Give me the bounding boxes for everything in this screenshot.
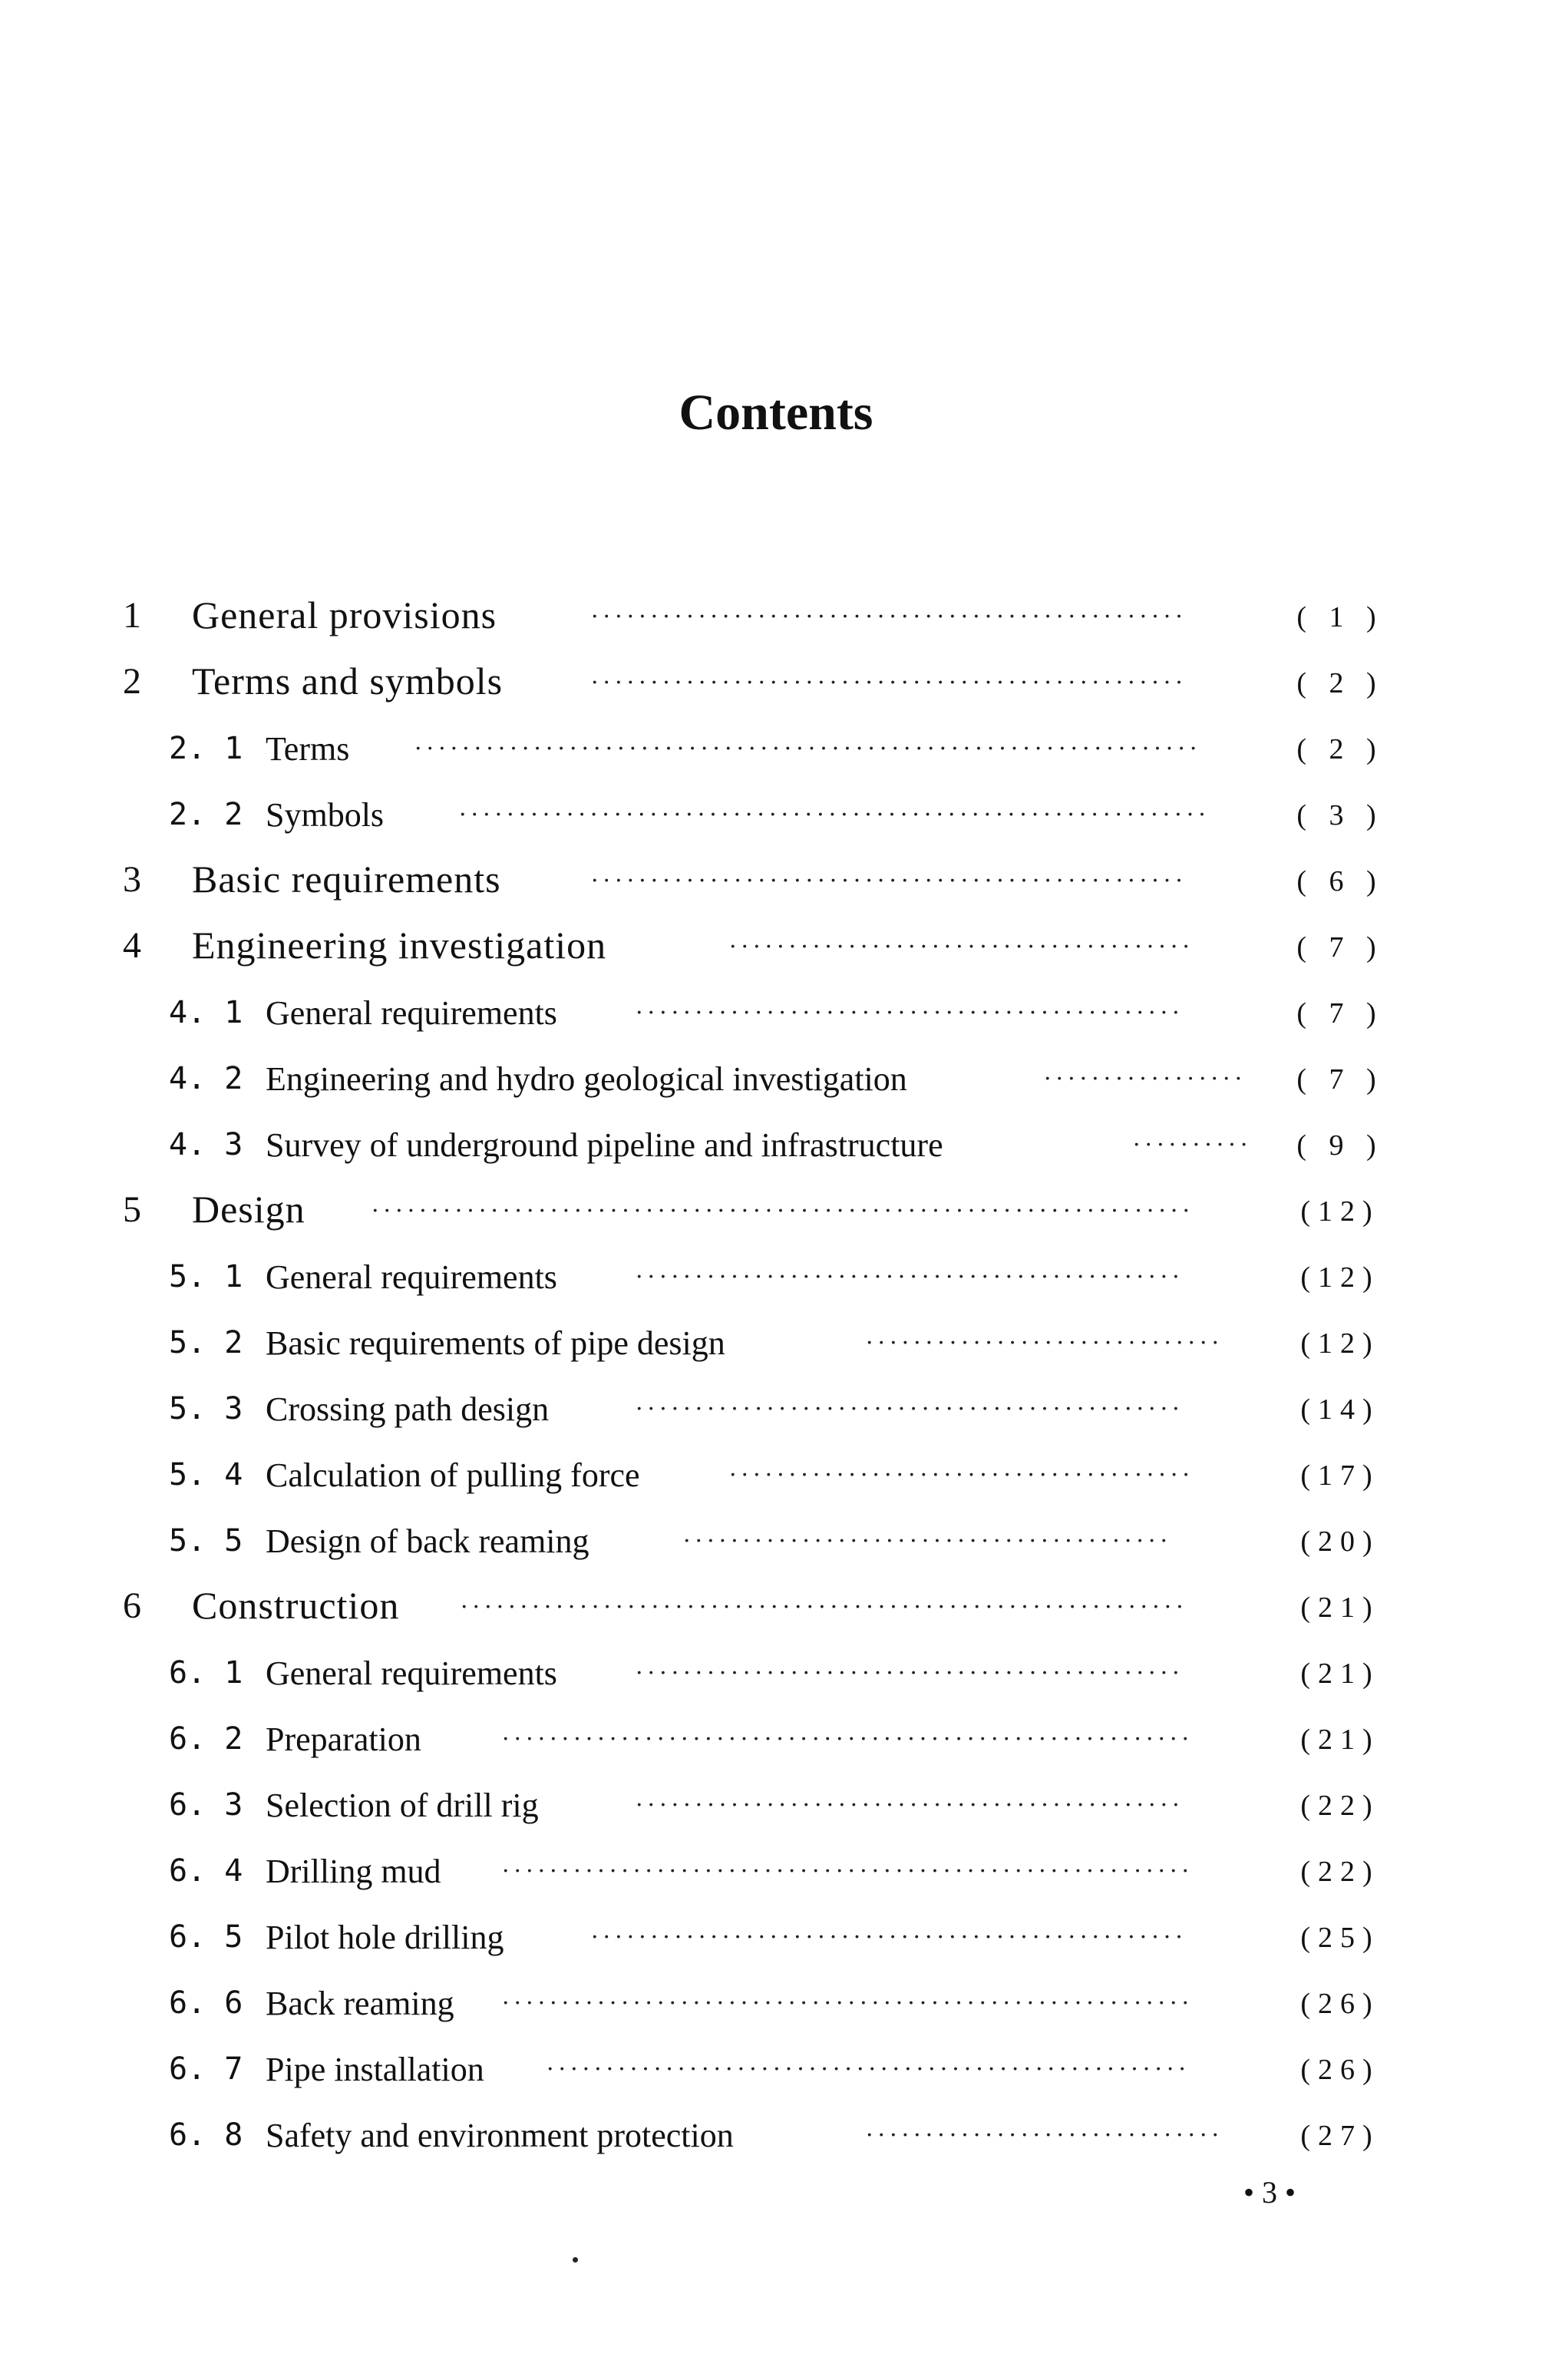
- dot-leader: ··········: [1133, 1132, 1253, 1159]
- toc-entry[interactable]: [0, 1382, 1552, 1443]
- toc-entry-label: General provisions: [192, 593, 497, 636]
- toc-entry-page: (21): [1300, 1658, 1380, 1690]
- toc-entry-label: Selection of drill rig: [266, 1787, 539, 1824]
- toc-entry-label: Construction: [192, 1584, 400, 1627]
- dot-leader: ··················································: [591, 603, 1187, 630]
- toc-entry-page: (20): [1300, 1526, 1380, 1558]
- toc-entry-number: 4. 1: [169, 995, 243, 1030]
- toc-entry-page: (25): [1300, 1922, 1380, 1954]
- toc-entry[interactable]: [0, 1646, 1552, 1707]
- toc-entry-page: ( 6 ): [1296, 865, 1384, 897]
- page-number: • 3 •: [1243, 2175, 1296, 2210]
- dot-leader: ··················································: [591, 669, 1187, 696]
- dot-leader: ··································································: [414, 735, 1202, 762]
- toc-entry-page: ( 3 ): [1296, 799, 1384, 831]
- dot-leader: ··························································: [502, 1990, 1194, 2017]
- toc-entry-label: Safety and environment protection: [266, 2117, 734, 2154]
- dot-leader: ··················································: [591, 1924, 1187, 1951]
- toc-entry[interactable]: [0, 656, 1552, 717]
- dot-leader: ·······································: [729, 1462, 1194, 1489]
- toc-entry-label: Design of back reaming: [266, 1522, 589, 1560]
- toc-entry-page: (26): [1300, 1988, 1380, 2020]
- dot-leader: ··············································: [636, 1000, 1184, 1026]
- toc-entry-label: Back reaming: [266, 1985, 454, 2022]
- toc-entry-label: Basic requirements: [192, 858, 501, 901]
- toc-entry-page: (22): [1300, 1790, 1380, 1822]
- toc-entry-number: 6. 7: [169, 2051, 243, 2087]
- toc-entry-page: (26): [1300, 2054, 1380, 2086]
- dot-leader: ·····························································: [461, 1594, 1188, 1621]
- toc-entry[interactable]: [0, 1118, 1552, 1179]
- toc-entry[interactable]: [0, 788, 1552, 849]
- toc-entry[interactable]: [0, 722, 1552, 783]
- toc-entry-label: Basic requirements of pipe design: [266, 1324, 725, 1362]
- dot-leader: ··············································: [636, 1792, 1184, 1819]
- toc-entry-number: 6. 4: [169, 1853, 243, 1889]
- toc-entry-label: General requirements: [266, 994, 557, 1032]
- toc-entry-page: ( 2 ): [1296, 733, 1384, 765]
- toc-entry[interactable]: [0, 1712, 1552, 1773]
- toc-entry-label: Preparation: [266, 1721, 421, 1758]
- dot-leader: ··············································: [636, 1396, 1184, 1423]
- dot-leader: ······················································: [547, 2056, 1190, 2083]
- toc-entry[interactable]: [0, 854, 1552, 915]
- toc-entry[interactable]: [0, 1316, 1552, 1377]
- dot-leader: ·················: [1044, 1066, 1247, 1092]
- toc-entry-number: 5. 5: [169, 1523, 243, 1559]
- toc-entry[interactable]: [0, 590, 1552, 651]
- toc-entry-label: Survey of underground pipeline and infrastructure: [266, 1126, 943, 1164]
- toc-entry-page: (21): [1300, 1592, 1380, 1624]
- dot-leader: ··························································: [502, 1858, 1194, 1885]
- toc-entry-page: ( 1 ): [1296, 601, 1384, 633]
- toc-entry-label: Pilot hole drilling: [266, 1919, 504, 1956]
- toc-entry[interactable]: [0, 1580, 1552, 1641]
- toc-entry-label: Symbols: [266, 796, 385, 834]
- toc-entry-number: 4. 3: [169, 1127, 243, 1162]
- dot-leader: ·······························································: [459, 802, 1210, 828]
- dot-leader: ·······································: [729, 934, 1194, 960]
- toc-entry-label: Pipe installation: [266, 2051, 484, 2088]
- toc-entry-number: 6. 6: [169, 1985, 243, 2021]
- toc-entry-number: 5. 1: [169, 1259, 243, 1294]
- dot-leader: ······························: [866, 1330, 1224, 1357]
- toc-entry[interactable]: [0, 1448, 1552, 1509]
- toc-entry-number: 6: [123, 1585, 141, 1626]
- dot-leader: ··························································: [502, 1726, 1194, 1753]
- toc-entry-label: General requirements: [266, 1654, 557, 1692]
- toc-entry-number: 5: [123, 1189, 141, 1230]
- toc-entry-page: (12): [1300, 1327, 1380, 1360]
- toc-entry-number: 2: [123, 661, 141, 702]
- toc-entry-page: ( 7 ): [1296, 997, 1384, 1030]
- toc-entry-number: 2. 2: [169, 797, 243, 832]
- toc-entry-page: ( 2 ): [1296, 667, 1384, 699]
- toc-entry-label: Engineering and hydro geological investigation: [266, 1060, 907, 1098]
- toc-entry-page: (22): [1300, 1856, 1380, 1888]
- toc-entry-number: 5. 3: [169, 1391, 243, 1426]
- toc-entry-page: (12): [1300, 1261, 1380, 1294]
- toc-entry-label: Calculation of pulling force: [266, 1456, 640, 1494]
- toc-entry-number: 6. 3: [169, 1787, 243, 1823]
- toc-entry[interactable]: [0, 1976, 1552, 2038]
- toc-entry-page: (21): [1300, 1724, 1380, 1756]
- toc-entry-page: ( 7 ): [1296, 931, 1384, 964]
- toc-entry-page: (14): [1300, 1393, 1380, 1426]
- toc-entry-label: Drilling mud: [266, 1853, 441, 1890]
- toc-entry-number: 4. 2: [169, 1061, 243, 1096]
- dot-leader: ·········································: [683, 1528, 1172, 1555]
- toc-entry-number: 5. 4: [169, 1457, 243, 1492]
- toc-entry-page: (17): [1300, 1459, 1380, 1492]
- dot-leader: ··················································: [591, 868, 1187, 894]
- toc-entry[interactable]: [0, 920, 1552, 981]
- toc-entry-label: Crossing path design: [266, 1390, 550, 1428]
- toc-entry-page: (12): [1300, 1195, 1380, 1228]
- scan-speck: [573, 2257, 578, 2263]
- dot-leader: ·····································································: [371, 1198, 1194, 1225]
- toc-entry[interactable]: [0, 1910, 1552, 1972]
- toc-entry[interactable]: [0, 1778, 1552, 1840]
- toc-entry-number: 2. 1: [169, 731, 243, 766]
- toc-entry-label: Design: [192, 1188, 305, 1231]
- toc-entry-label: Terms: [266, 730, 350, 768]
- toc-entry-page: ( 7 ): [1296, 1063, 1384, 1096]
- dot-leader: ··············································: [636, 1264, 1184, 1291]
- toc-entry[interactable]: [0, 1184, 1552, 1245]
- toc-entry-page: ( 9 ): [1296, 1129, 1384, 1162]
- dot-leader: ······························: [866, 2122, 1224, 2149]
- toc-entry-page: (27): [1300, 2120, 1380, 2152]
- toc-entry[interactable]: [0, 2108, 1552, 2170]
- toc-entry[interactable]: [0, 2042, 1552, 2104]
- toc-entry-label: General requirements: [266, 1258, 557, 1296]
- toc-entry-number: 6. 2: [169, 1721, 243, 1757]
- toc-entry-number: 6. 1: [169, 1655, 243, 1691]
- toc-entry[interactable]: [0, 986, 1552, 1047]
- page-title: Contents: [679, 385, 873, 441]
- toc-entry-label: Engineering investigation: [192, 924, 607, 967]
- toc-entry-number: 4: [123, 925, 141, 966]
- toc-entry-number: 5. 2: [169, 1325, 243, 1360]
- toc-entry-number: 6. 8: [169, 2117, 243, 2153]
- toc-entry-number: 1: [123, 595, 141, 636]
- toc-entry[interactable]: [0, 1250, 1552, 1311]
- dot-leader: ··············································: [636, 1660, 1184, 1687]
- toc-entry[interactable]: [0, 1844, 1552, 1906]
- toc-entry-number: 3: [123, 859, 141, 900]
- toc-entry[interactable]: [0, 1052, 1552, 1113]
- toc-entry-label: Terms and symbols: [192, 659, 504, 702]
- toc-entry[interactable]: [0, 1514, 1552, 1575]
- toc-entry-number: 6. 5: [169, 1919, 243, 1955]
